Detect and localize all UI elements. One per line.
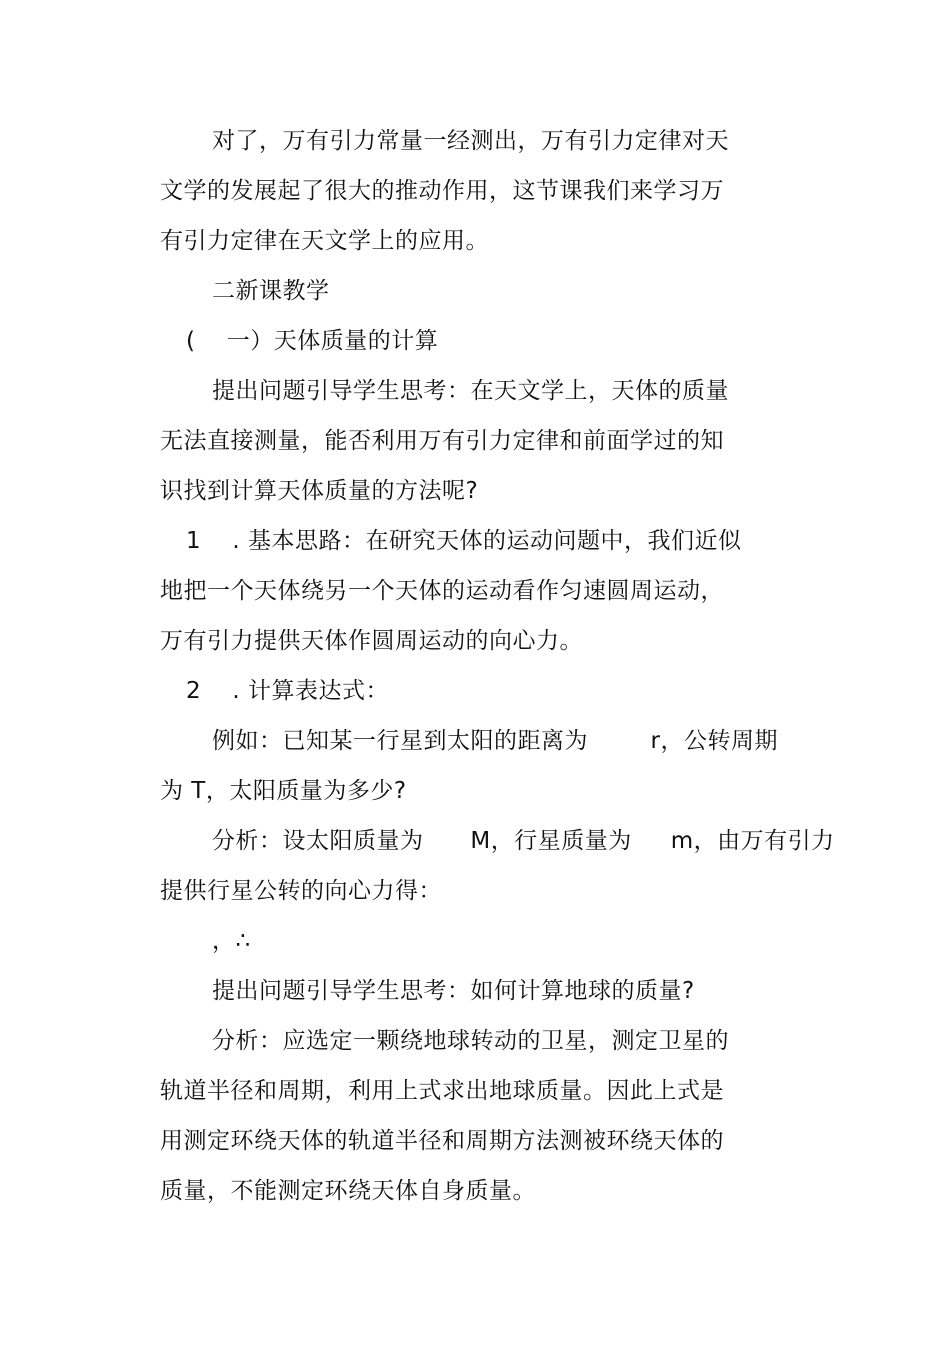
paragraph-line: 对了，万有引力常量一经测出，万有引力定律对天	[212, 128, 729, 154]
paragraph-line: 用测定环绕天体的轨道半径和周期方法测被环绕天体的	[160, 1128, 724, 1154]
numbered-item: 2 . 计算表达式：	[186, 678, 389, 704]
subsection-heading: ( 一）天体质量的计算	[186, 328, 439, 354]
numbered-item: 1 . 基本思路：在研究天体的运动问题中，我们近似	[186, 528, 742, 554]
formula-placeholder: ，∴	[212, 928, 251, 954]
paragraph-line: 提出问题引导学生思考：如何计算地球的质量?	[212, 978, 695, 1004]
paragraph-line: 例如：已知某一行星到太阳的距离为 r，公转周期	[212, 728, 778, 754]
paragraph-line: 有引力定律在天文学上的应用。	[160, 228, 489, 254]
paragraph-line: 文学的发展起了很大的推动作用，这节课我们来学习万	[160, 178, 724, 204]
paragraph-line: 分析：应选定一颗绕地球转动的卫星，测定卫星的	[212, 1028, 729, 1054]
paragraph-line: 提出问题引导学生思考：在天文学上，天体的质量	[212, 378, 729, 404]
paragraph-line: 万有引力提供天体作圆周运动的向心力。	[160, 628, 583, 654]
paragraph-line: 质量，不能测定环绕天体自身质量。	[160, 1178, 536, 1204]
paragraph-line: 识找到计算天体质量的方法呢?	[160, 478, 479, 504]
paragraph-line: 分析：设太阳质量为 M，行星质量为 m，由万有引力	[212, 828, 835, 854]
paragraph-line: 地把一个天体绕另一个天体的运动看作匀速圆周运动，	[160, 578, 724, 604]
paragraph-line: 为 T，太阳质量为多少?	[160, 778, 407, 804]
paragraph-line: 轨道半径和周期，利用上式求出地球质量。因此上式是	[160, 1078, 724, 1104]
paragraph-line: 提供行星公转的向心力得：	[160, 878, 442, 904]
paragraph-line: 无法直接测量，能否利用万有引力定律和前面学过的知	[160, 428, 724, 454]
section-heading: 二新课教学	[212, 278, 330, 304]
